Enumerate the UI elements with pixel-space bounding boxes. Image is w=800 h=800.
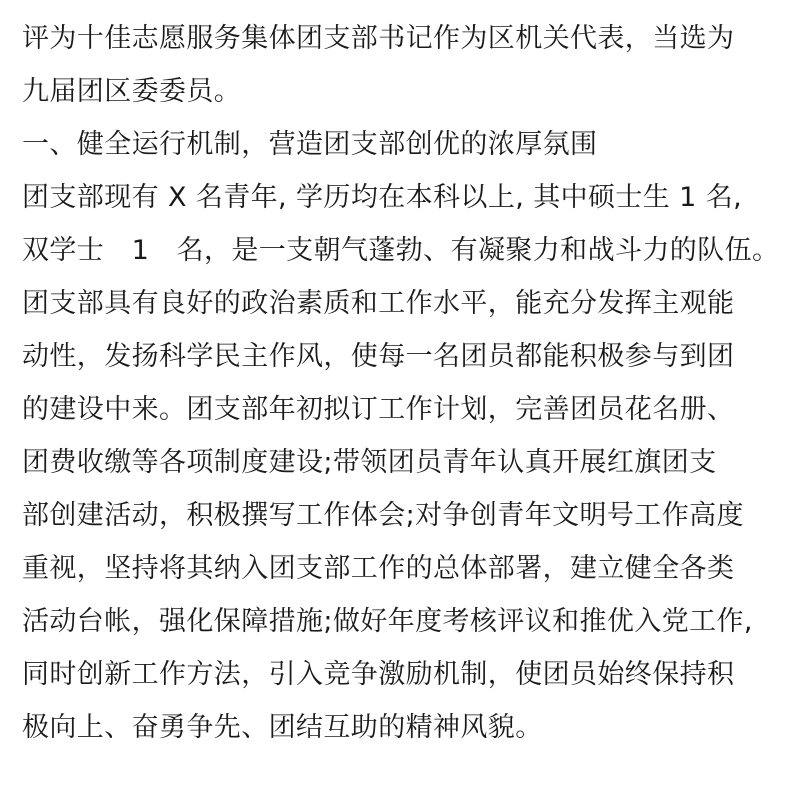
paragraph-line: 部创建活动，积极撰写工作体会;对争创青年文明号工作高度: [22, 500, 744, 531]
paragraph-line: 重视，坚持将其纳入团支部工作的总体部署，建立健全各类: [22, 553, 735, 584]
paragraph-line: 九届团区委委员。: [22, 76, 242, 107]
paragraph-line: 同时创新工作方法，引入竞争激励机制，使团员始终保持积: [22, 659, 735, 690]
paragraph-line: 评为十佳志愿服务集体团支部书记作为区机关代表，当选为: [22, 23, 735, 54]
paragraph-line: 的建设中来。团支部年初拟订工作计划，完善团员花名册、: [22, 394, 735, 425]
paragraph-line: 团支部现有 X 名青年, 学历均在本科以上, 其中硕士生 1 名,: [22, 182, 743, 213]
document-body: [22, 12, 792, 754]
paragraph-line: 动性，发扬科学民主作风，使每一名团员都能积极参与到团: [22, 341, 735, 372]
section-heading: 一、健全运行机制，营造团支部创优的浓厚氛围: [22, 129, 598, 160]
paragraph-line: 团费收缴等各项制度建设;带领团员青年认真开展红旗团支: [22, 447, 717, 478]
paragraph-line: 活动台帐，强化保障措施;做好年度考核评议和推优入党工作,: [22, 606, 753, 637]
paragraph-line: 极向上、奋勇争先、团结互助的精神风貌。: [22, 712, 543, 743]
paragraph-line: 团支部具有良好的政治素质和工作水平，能充分发挥主观能: [22, 288, 735, 319]
paragraph-line: 双学士 1 名，是一支朝气蓬勃、有凝聚力和战斗力的队伍。: [22, 235, 780, 266]
